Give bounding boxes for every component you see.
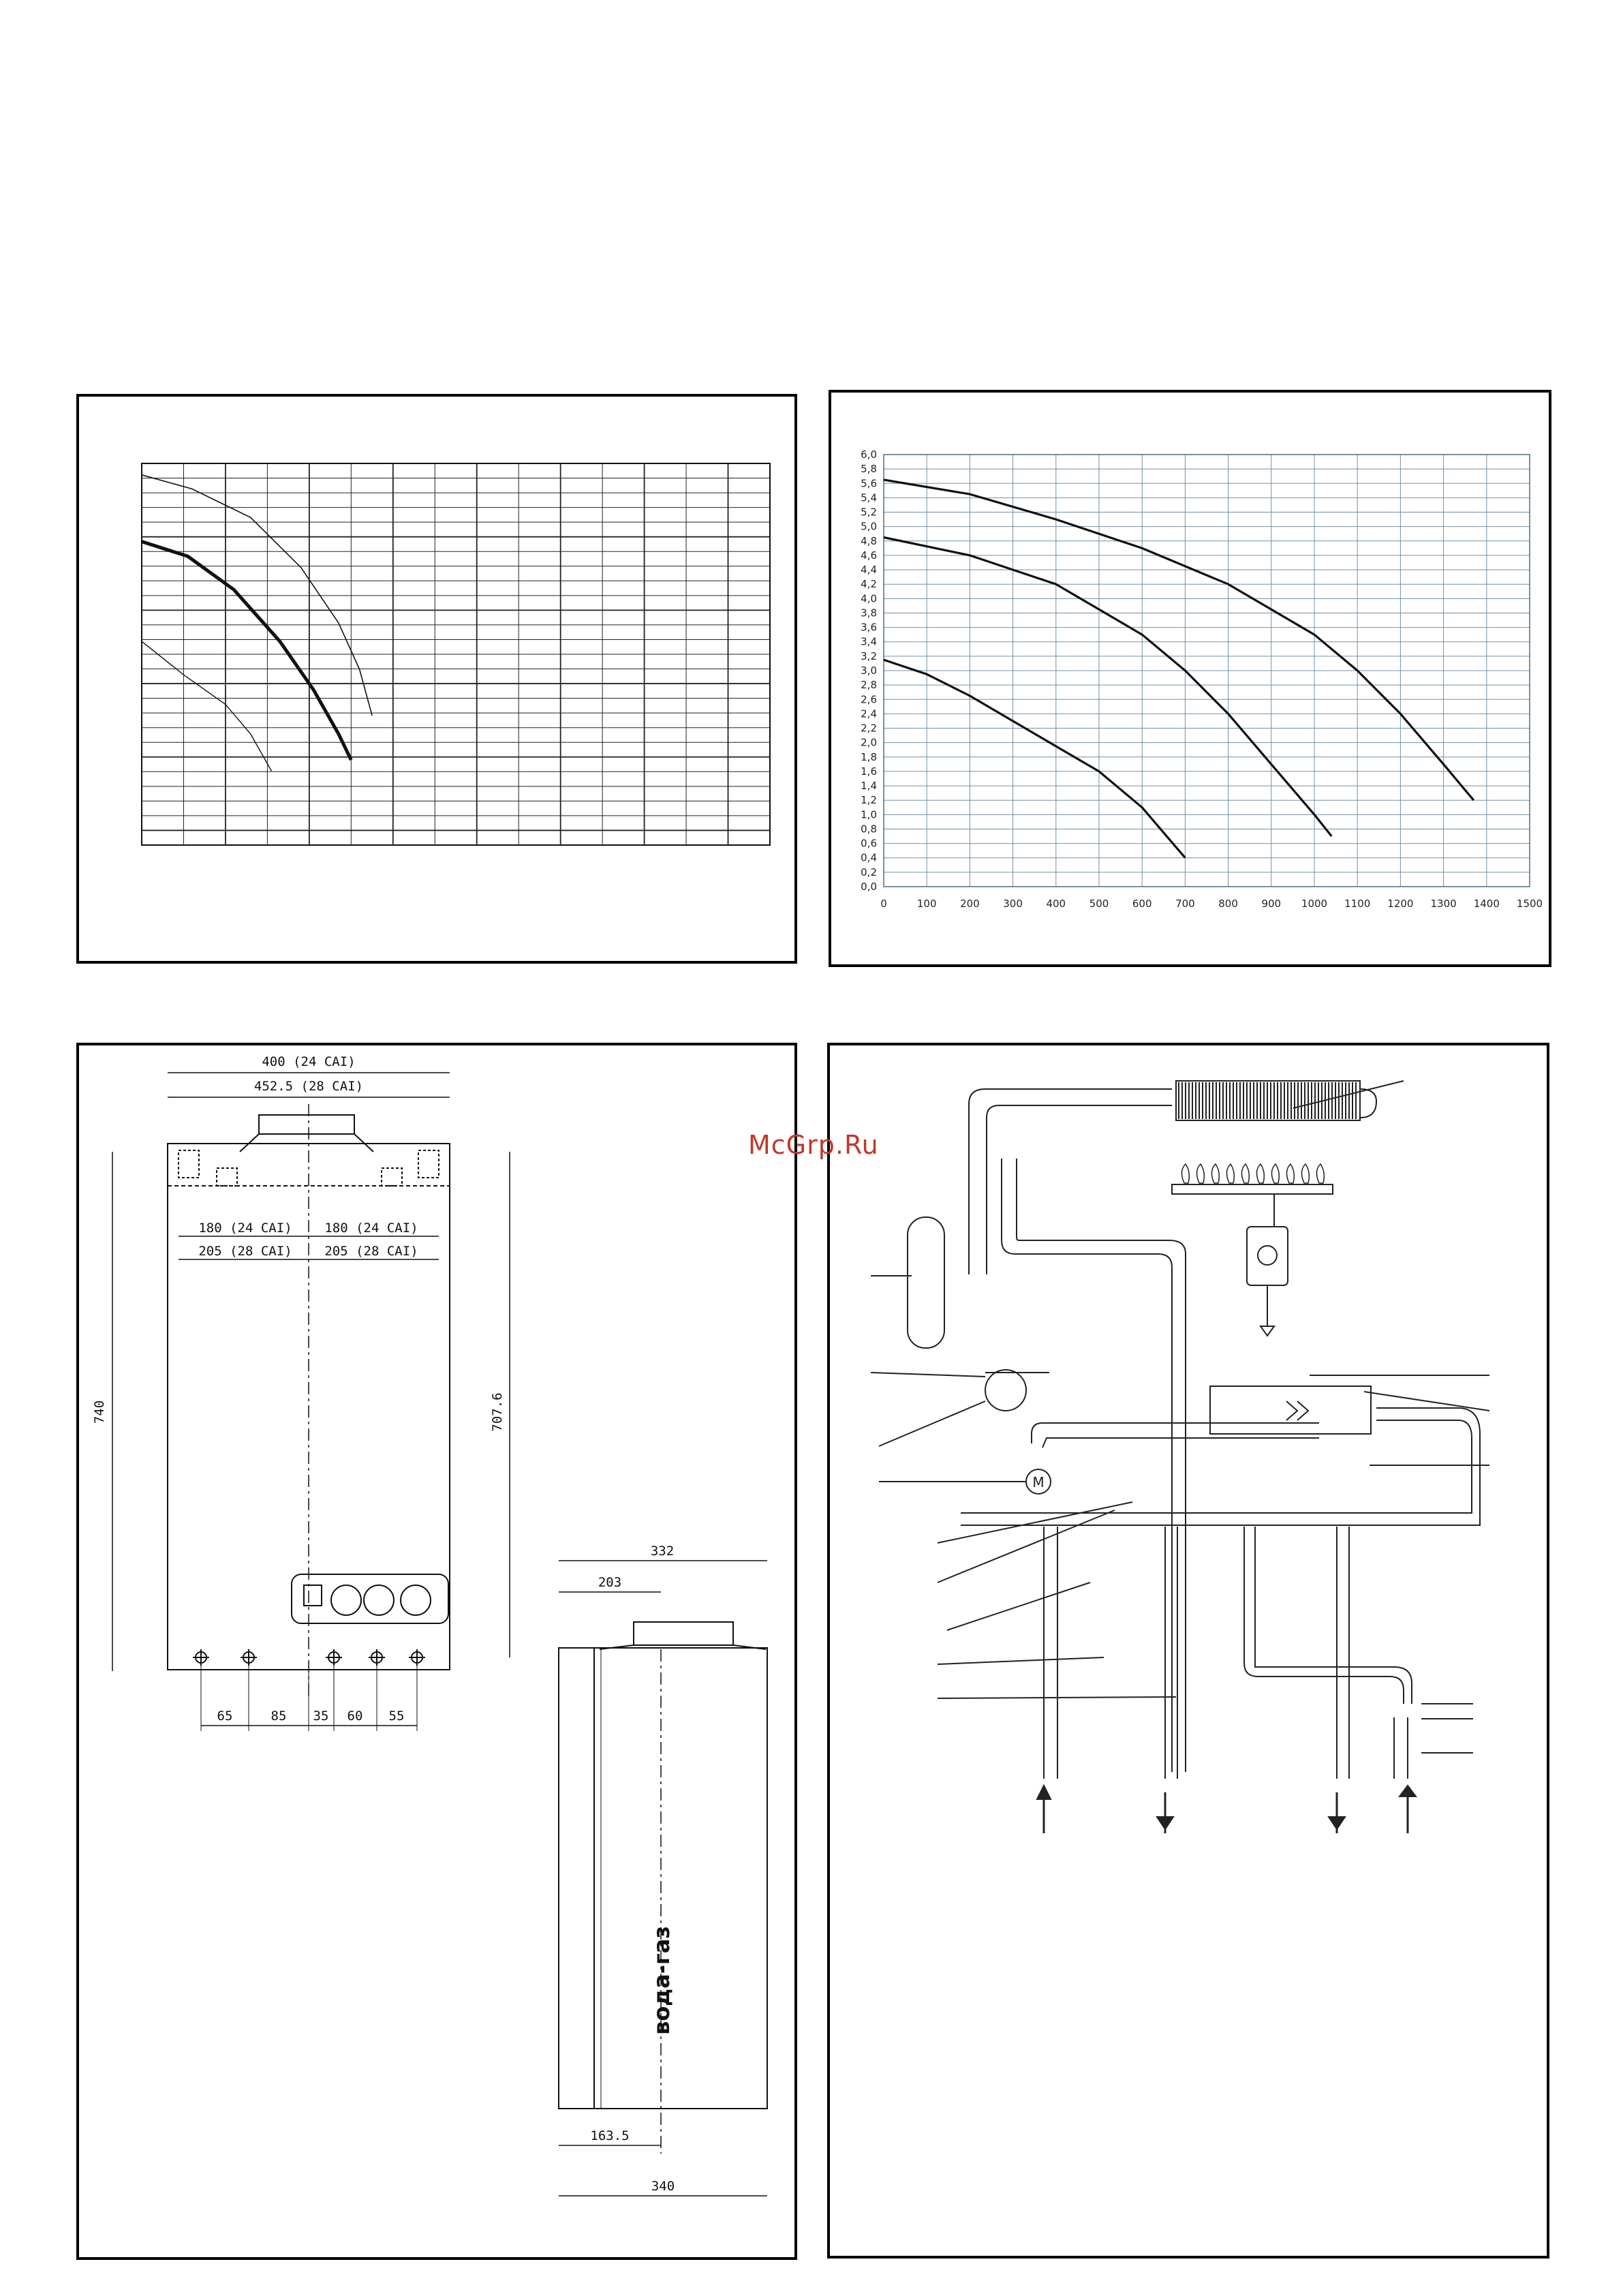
- chart-left-grid: [142, 463, 770, 845]
- flame-icon: [1271, 1164, 1279, 1183]
- mount-bracket-left: [179, 1150, 199, 1178]
- flame-icon: [1301, 1164, 1309, 1183]
- chart-right-xtick: 1500: [1516, 898, 1543, 910]
- chart-right-xtick: 700: [1175, 898, 1195, 910]
- pipe-flow-outer: [969, 1089, 1172, 1274]
- chart-right-xtick: 1200: [1387, 898, 1414, 910]
- flame-icon: [1256, 1164, 1264, 1183]
- flame-icon: [1196, 1164, 1204, 1183]
- chart-right-xtick: 100: [916, 898, 937, 910]
- chart-right-ytick: 1,8: [861, 750, 877, 763]
- chart-right-xtick: 0: [880, 898, 887, 910]
- chart-right-grid: [884, 455, 1530, 887]
- arrow-up-icon-2: [1400, 1786, 1416, 1796]
- chart-right-xtick: 800: [1218, 898, 1238, 910]
- chart-right-ytick: 0,6: [861, 837, 877, 850]
- chart-right-xtick: 900: [1261, 898, 1282, 910]
- dim-right-28: 205 (28 CAI): [324, 1244, 418, 1259]
- arrow-down-icon-2: [1329, 1817, 1345, 1829]
- chart-right-ytick: 5,2: [861, 506, 877, 519]
- chart-right-ticks: [861, 448, 1543, 910]
- display-window: [304, 1585, 322, 1606]
- dim-bottom-5: 55: [388, 1709, 405, 1724]
- dim-height-707: 707.6: [490, 1392, 505, 1432]
- chart-right-xtick: 300: [1003, 898, 1023, 910]
- flame-icon: [1316, 1164, 1324, 1183]
- pump-curve-chart-left: [142, 463, 770, 845]
- side-flue-outlet: [634, 1622, 733, 1645]
- arrow-down-icon: [1157, 1817, 1173, 1829]
- exchanger-fins: [1179, 1082, 1356, 1119]
- mount-slot-right: [382, 1168, 402, 1186]
- chart-right-ytick: 4,2: [861, 578, 877, 591]
- chart-right-xtick: 1100: [1344, 898, 1371, 910]
- chart-right-series-line: [884, 660, 1185, 858]
- chart-right-ytick: 0,4: [861, 851, 877, 864]
- expansion-vessel: [908, 1217, 944, 1348]
- dim-bottom-2: 85: [270, 1709, 287, 1724]
- side-dim-total: 340: [651, 2179, 675, 2194]
- dim-left-28: 205 (28 CAI): [198, 1244, 292, 1259]
- dim-width-28: 452.5 (28 CAI): [253, 1079, 364, 1094]
- chart-right-ytick: 2,0: [861, 736, 877, 749]
- watermark-text: McGrp.Ru: [748, 1130, 879, 1160]
- pump-curve-chart-right: [861, 448, 1543, 910]
- chart-right-ytick: 1,6: [861, 765, 877, 778]
- chart-right-series: [884, 480, 1474, 858]
- flame-icon: [1226, 1164, 1234, 1183]
- chart-right-ytick: 1,0: [861, 808, 877, 821]
- chart-left-series-line: [142, 542, 351, 761]
- chart-right-ytick: 4,8: [861, 534, 877, 547]
- chart-right-xtick: 400: [1046, 898, 1066, 910]
- chart-right-ytick: 2,4: [861, 707, 877, 720]
- mount-bracket-right: [418, 1150, 439, 1178]
- motor-valve-icon-label: M: [1032, 1474, 1045, 1490]
- chart-left-series-line: [142, 641, 272, 771]
- flue-outlet: [259, 1115, 354, 1134]
- plate-heat-exchanger: [1210, 1386, 1371, 1434]
- flame-icon: [1211, 1164, 1219, 1183]
- chart-right-ytick: 4,0: [861, 592, 877, 605]
- gas-inlet-arrow-icon: [1261, 1326, 1274, 1336]
- chart-right-ytick: 1,4: [861, 780, 877, 793]
- side-dim-center: 163.5: [590, 2128, 630, 2143]
- chart-left-series: [142, 475, 372, 771]
- boiler-side-view: [559, 1561, 767, 2196]
- chart-right-ytick: 4,4: [861, 564, 877, 577]
- chart-right-ytick: 3,8: [861, 607, 877, 619]
- chart-right-xtick: 1000: [1301, 898, 1328, 910]
- chart-right-ytick: 2,8: [861, 679, 877, 692]
- mount-slot-left: [217, 1168, 237, 1186]
- chart-right-xtick: 500: [1089, 898, 1109, 910]
- chart-right-ytick: 5,0: [861, 520, 877, 533]
- burner-assembly: [1172, 1184, 1333, 1336]
- knob-2-icon: [364, 1585, 394, 1615]
- chart-right-ytick: 3,2: [861, 649, 877, 662]
- chart-right-xtick: 1300: [1430, 898, 1457, 910]
- chart-right-series-line: [884, 480, 1474, 800]
- knob-1-icon: [331, 1585, 361, 1615]
- pump-icon: [985, 1370, 1026, 1411]
- dim-left-24: 180 (24 CAI): [198, 1221, 292, 1236]
- pressure-gauge-icon: [401, 1585, 431, 1615]
- flame-icon: [1286, 1164, 1294, 1183]
- dim-height-740: 740: [92, 1400, 107, 1424]
- brand-logo-text: вода-газ: [649, 1926, 675, 2035]
- chart-right-ytick: 0,2: [861, 866, 877, 878]
- side-dim-flue: 203: [598, 1575, 622, 1590]
- burner-flames: [1181, 1164, 1324, 1183]
- dim-bottom-4: 60: [347, 1709, 363, 1724]
- chart-right-ytick: 5,8: [861, 463, 877, 476]
- dim-right-24: 180 (24 CAI): [324, 1221, 418, 1236]
- control-panel: [292, 1574, 448, 1623]
- chart-right-ytick: 5,4: [861, 491, 877, 504]
- flame-icon: [1181, 1164, 1189, 1183]
- chart-right-ytick: 0,8: [861, 823, 877, 836]
- chart-right-ytick: 3,4: [861, 635, 877, 648]
- chart-right-ytick: 2,2: [861, 722, 877, 735]
- chart-right-ytick: 2,6: [861, 693, 877, 706]
- boiler-front-view: [112, 1073, 510, 1731]
- chart-right-ytick: 3,0: [861, 664, 877, 677]
- flame-icon: [1241, 1164, 1249, 1183]
- chart-right-ytick: 6,0: [861, 448, 877, 461]
- chart-right-xtick: 600: [1132, 898, 1152, 910]
- side-dim-depth: 332: [650, 1544, 675, 1559]
- arrow-up-icon: [1037, 1786, 1051, 1799]
- chart-right-xtick: 200: [960, 898, 980, 910]
- dim-bottom-3: 35: [313, 1709, 329, 1724]
- chart-right-ytick: 0,0: [861, 881, 877, 893]
- chart-right-ytick: 4,6: [861, 549, 877, 562]
- dim-bottom-1: 65: [217, 1709, 233, 1724]
- hydraulic-schematic: [871, 1081, 1489, 1833]
- chart-right-ytick: 3,6: [861, 621, 877, 634]
- dim-width-24: 400 (24 CAI): [262, 1054, 356, 1069]
- gas-valve: [1247, 1227, 1288, 1285]
- chart-right-ytick: 1,2: [861, 794, 877, 807]
- pipe-flow-inner: [987, 1105, 1172, 1274]
- side-casing: [559, 1648, 767, 2109]
- chart-right-ytick: 5,6: [861, 477, 877, 490]
- main-heat-exchanger: [1176, 1081, 1360, 1120]
- chart-right-xtick: 1400: [1473, 898, 1500, 910]
